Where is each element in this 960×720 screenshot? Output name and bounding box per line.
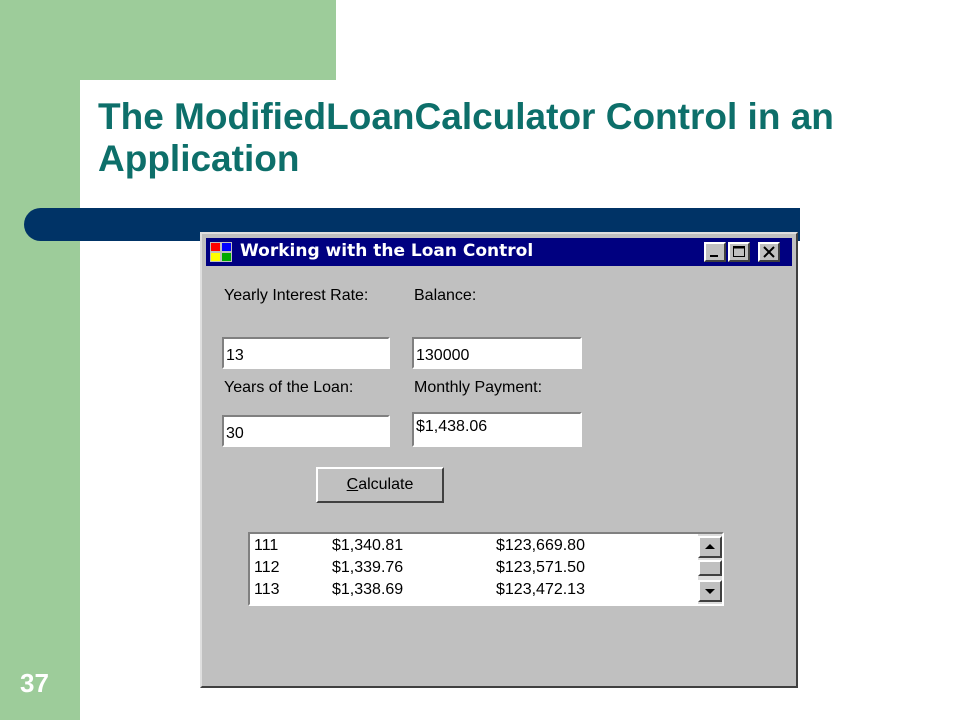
loan-control-window: [200, 232, 798, 688]
scroll-thumb[interactable]: [698, 560, 722, 576]
minimize-icon: [708, 245, 722, 259]
arrow-up-icon: [700, 538, 720, 556]
rate-label: Yearly Interest Rate:: [224, 287, 369, 304]
scroll-down-button[interactable]: [698, 580, 722, 602]
years-label: Years of the Loan:: [224, 379, 354, 396]
minimize-button[interactable]: [704, 242, 726, 262]
balance-input[interactable]: [416, 347, 582, 365]
balance-cell: $123,472.13: [496, 581, 585, 598]
balance-input-box[interactable]: [412, 337, 582, 369]
payment-label: Monthly Payment:: [414, 379, 543, 396]
payment-cell: $1,338.69: [332, 581, 404, 598]
maximize-button[interactable]: [728, 242, 750, 262]
years-input[interactable]: [226, 425, 390, 443]
rate-input[interactable]: [226, 347, 390, 365]
period-cell: 113: [254, 581, 280, 598]
payment-output-box: [412, 412, 582, 447]
close-button[interactable]: [758, 242, 780, 262]
arrow-down-icon: [700, 582, 720, 600]
calculate-button[interactable]: [316, 467, 444, 503]
payment-cell: $1,340.81: [332, 537, 404, 554]
slide-number: 37: [20, 668, 49, 698]
period-cell: 112: [254, 559, 280, 576]
window-title: Working with the Loan Control: [240, 241, 534, 261]
payment-cell: $1,339.76: [332, 559, 404, 576]
years-input-box[interactable]: [222, 415, 390, 447]
slide-left-band: [0, 0, 80, 720]
slide-title: The ModifiedLoanCalculator Control in an Application: [98, 96, 834, 179]
calculate-label: alculate: [358, 476, 414, 493]
balance-cell: $123,571.50: [496, 559, 585, 576]
app-icon: [210, 242, 232, 262]
maximize-icon: [732, 245, 746, 259]
slide-top-band: [0, 0, 336, 80]
payment-output: $1,438.06: [416, 418, 488, 435]
list-scrollbar[interactable]: [698, 534, 722, 604]
window-titlebar[interactable]: [206, 238, 792, 266]
balance-cell: $123,669.80: [496, 537, 585, 554]
scroll-up-button[interactable]: [698, 536, 722, 558]
amortization-list[interactable]: [248, 532, 724, 606]
balance-label: Balance:: [414, 287, 477, 304]
calculate-accel: C: [346, 476, 359, 493]
close-icon: [762, 245, 776, 259]
period-cell: 111: [254, 537, 279, 554]
rate-input-box[interactable]: [222, 337, 390, 369]
